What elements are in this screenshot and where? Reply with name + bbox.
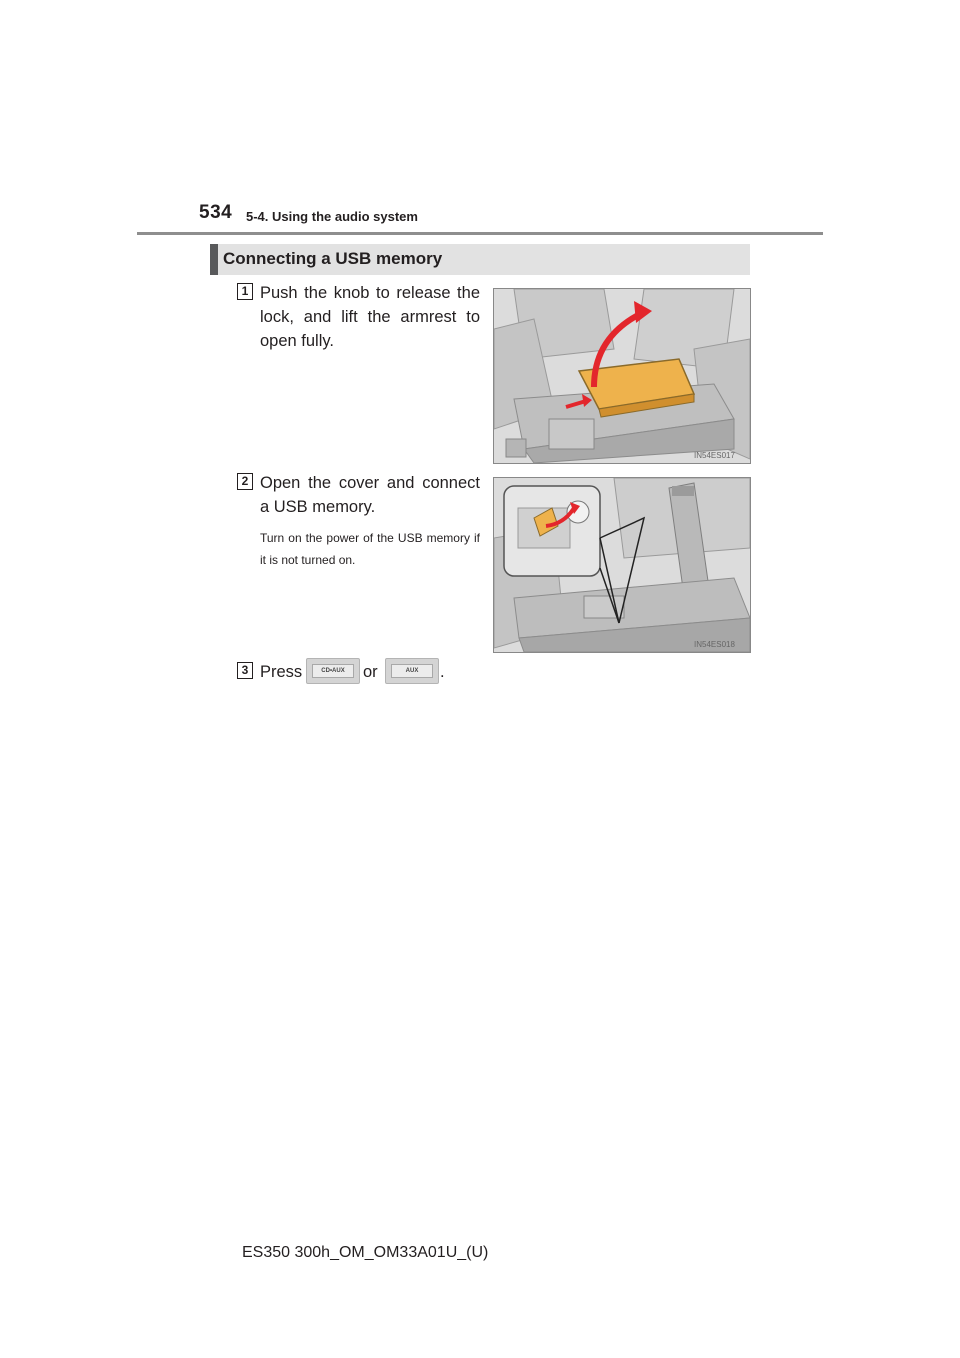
step-2-note: Turn on the power of the USB memory if it is not turned on. [260,531,480,567]
step-3-end-text: . [440,663,445,681]
step-2-text: Open the cover and connect a USB memory. [260,474,480,516]
image-code-2: IN54ES018 [694,640,735,649]
image-code-1: IN54ES017 [694,451,735,460]
step-3-press-text: Press [260,663,303,681]
step-2-number: 2 [237,473,253,490]
step-3-number: 3 [237,662,253,679]
header-divider [137,232,823,235]
step-3-or-text: or [363,663,378,681]
chapter-heading: 5-4. Using the audio system [246,209,418,224]
aux-button-icon [385,658,439,684]
usb-port-illustration [493,477,751,653]
section-title: Connecting a USB memory [223,249,443,268]
cd-aux-button-label: CD•AUX [312,664,354,678]
armrest-open-illustration [493,288,751,464]
cd-aux-button-icon [306,658,360,684]
aux-button-label: AUX [391,664,433,678]
step-1-number: 1 [237,283,253,300]
step-1-text: Push the knob to release the lock, and lift the armrest to open fully. [260,284,480,350]
page-number: 534 [199,202,233,223]
section-title-accent [210,244,218,275]
document-id-footer: ES350 300h_OM_OM33A01U_(U) [242,1244,489,1261]
